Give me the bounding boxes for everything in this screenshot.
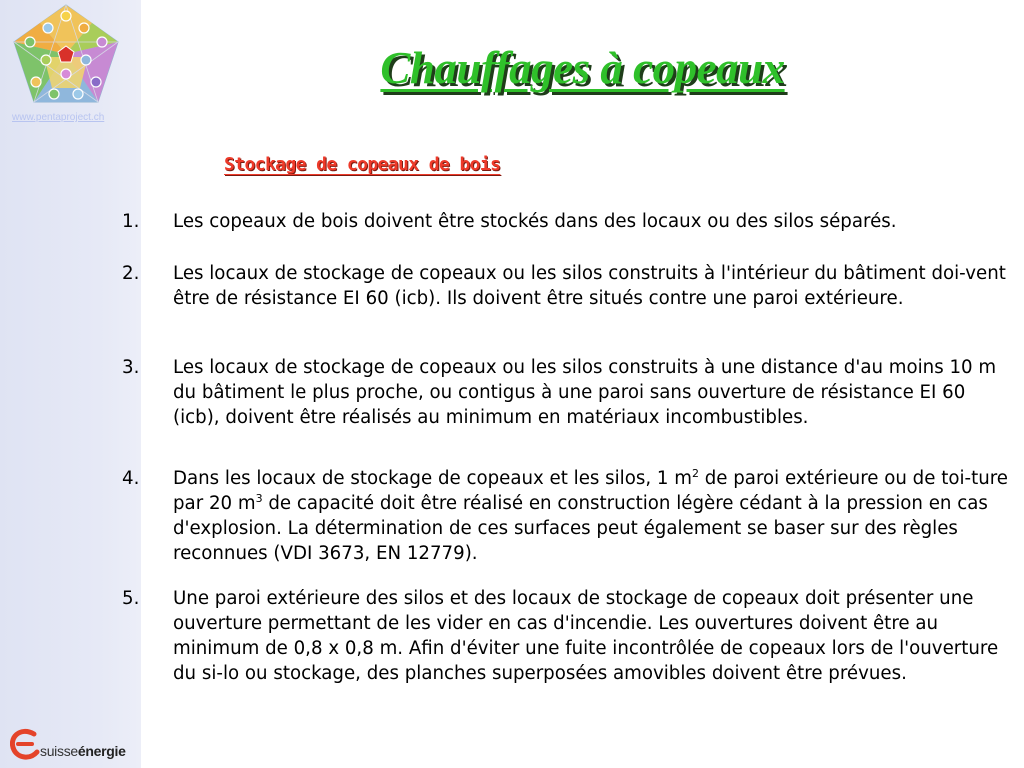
list-number: 5. bbox=[122, 588, 140, 609]
list-item bbox=[120, 261, 1010, 311]
list-number: 4. bbox=[122, 468, 140, 489]
list-number: 2. bbox=[122, 263, 140, 284]
footer-brand-a: suisse bbox=[40, 743, 78, 759]
list-text-part: de paroi extérieure ou de toi-ture par 20 m bbox=[173, 468, 1008, 514]
footer-brand-b: énergie bbox=[77, 743, 126, 759]
list-text: Les locaux de stockage de copeaux ou les silos construits à une distance d'au moins 10 m du bâtiment le plus proche, ou contigus à une paroi sans ouverture de résistance EI 60 (icb), doivent être réalisés au minimum en matériaux incombustibles. bbox=[173, 357, 997, 428]
list-text: Une paroi extérieure des silos et des locaux de stockage de copeaux doit présenter une ouverture permettant de les vider en cas d'incendie. Les ouvertures doivent être au minimum de 0,8 x 0,8 m. Afin d'éviter une fuite incontrôlée de copeaux lors de l'ouverture du si-lo ou stockage, des planches superposées amovibles doivent être prévues. bbox=[173, 588, 999, 684]
list-text bbox=[173, 466, 1010, 566]
list-item bbox=[120, 466, 1010, 566]
superscript: 3 bbox=[255, 492, 263, 505]
page-title: Chauffages à copeaux bbox=[380, 43, 785, 93]
list-item bbox=[120, 355, 1010, 430]
footer-brand bbox=[40, 743, 126, 759]
superscript: 2 bbox=[691, 467, 699, 480]
list-text-part: Dans les locaux de stockage de copeaux et les silos, 1 m bbox=[173, 468, 692, 489]
list-item bbox=[120, 209, 1010, 234]
list-text-part: de capacité doit être réalisé en construction légère cédant à la pression en cas d'explosion. La détermination de ces surfaces peut également se baser sur des règles reconnues (VDI 3673, EN 12779). bbox=[173, 493, 988, 564]
list-text: Les copeaux de bois doivent être stockés dans des locaux ou des silos séparés. bbox=[173, 211, 897, 232]
list-number: 1. bbox=[122, 211, 140, 232]
suisse-energie-icon bbox=[10, 728, 40, 762]
list-text: Les locaux de stockage de copeaux ou les silos construits à l'intérieur du bâtiment doi-vent être de résistance EI 60 (icb). Ils doivent être situés contre une paroi extérieure. bbox=[173, 263, 1006, 309]
section-subtitle: Stockage de copeaux de bois bbox=[224, 154, 501, 175]
list-item bbox=[120, 586, 1010, 686]
suisse-energie-logo bbox=[10, 728, 135, 766]
logo-url[interactable]: www.pentaproject.ch bbox=[12, 112, 105, 123]
list-number: 3. bbox=[122, 357, 140, 378]
